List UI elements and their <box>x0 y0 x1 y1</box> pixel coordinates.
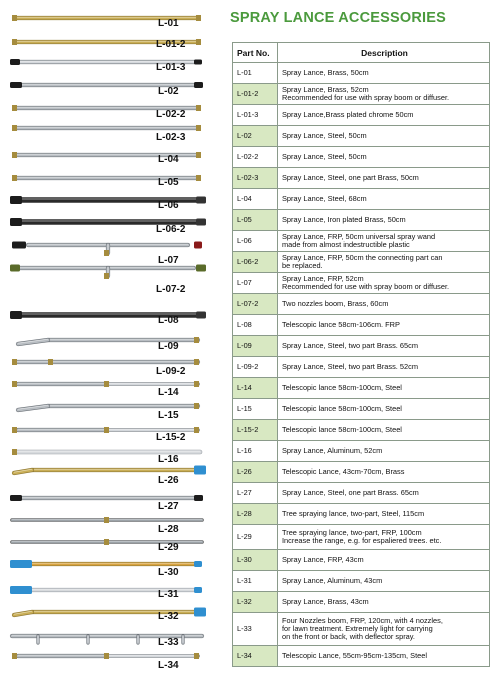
table-row <box>233 315 490 336</box>
description-cell: Telescopic lance 58cm-100cm, Steel <box>278 399 490 420</box>
table-row <box>233 613 490 646</box>
table-row <box>233 189 490 210</box>
table-row <box>233 571 490 592</box>
table-row <box>233 210 490 231</box>
table-header-row <box>233 43 490 63</box>
table-row <box>233 420 490 441</box>
description-cell: Spray Lance, Aluminum, 43cm <box>278 571 490 592</box>
lance-icon <box>8 237 208 257</box>
part-number-cell: L-05 <box>233 210 278 231</box>
description-cell: Spray Lance, Brass, 43cm <box>278 592 490 613</box>
product-code-label: L-34 <box>158 660 179 671</box>
product-code-label: L-09 <box>158 341 179 352</box>
product-code-label: L-09-2 <box>156 366 186 377</box>
product-code-label: L-05 <box>158 177 179 188</box>
table-row <box>233 294 490 315</box>
product-code-label: L-33 <box>158 637 179 648</box>
part-number-cell: L-02-3 <box>233 168 278 189</box>
lance-image <box>8 237 208 253</box>
product-code-label: L-01-2 <box>156 39 186 50</box>
part-number-cell: L-08 <box>233 315 278 336</box>
table-row <box>233 126 490 147</box>
product-code-label: L-07 <box>158 255 179 266</box>
part-number-cell: L-30 <box>233 550 278 571</box>
table-row <box>233 168 490 189</box>
part-number-cell: L-28 <box>233 504 278 525</box>
description-cell: Spray Lance, Steel, 50cm <box>278 126 490 147</box>
description-cell: Telescopic lance 58cm-100cm, Steel <box>278 420 490 441</box>
product-code-label: L-04 <box>158 154 179 165</box>
product-code-label: L-01 <box>158 18 179 29</box>
part-number-cell: L-16 <box>233 441 278 462</box>
table-row <box>233 252 490 273</box>
table-row <box>233 441 490 462</box>
part-number-cell: L-27 <box>233 483 278 504</box>
table-row <box>233 483 490 504</box>
table-row <box>233 504 490 525</box>
table-row <box>233 378 490 399</box>
part-number-cell: L-06 <box>233 231 278 252</box>
product-code-label: L-28 <box>158 524 179 535</box>
table-row <box>233 399 490 420</box>
product-code-label: L-27 <box>158 501 179 512</box>
part-number-cell: L-07-2 <box>233 294 278 315</box>
description-cell: Spray Lance, FRP, 52cm Recommended for use with spray boom or diffuser. <box>278 273 490 294</box>
product-code-label: L-16 <box>158 454 179 465</box>
table-row <box>233 357 490 378</box>
table-row <box>233 336 490 357</box>
description-cell: Spray Lance, Steel, one part Brass. 65cm <box>278 483 490 504</box>
description-cell: Spray Lance, Brass, 52cm Recommended for use with spray boom or diffuser. <box>278 84 490 105</box>
product-code-label: L-01-3 <box>156 62 186 73</box>
part-number-cell: L-34 <box>233 646 278 667</box>
table-row <box>233 84 490 105</box>
product-images-column <box>0 0 225 687</box>
description-cell: Spray Lance, Brass, 50cm <box>278 63 490 84</box>
lance-icon <box>8 260 208 280</box>
description-cell: Tree spraying lance, two-part, FRP, 100cm Increase the range, e.g. for espaliered trees. etc. <box>278 525 490 550</box>
description-cell: Spray Lance, FRP, 43cm <box>278 550 490 571</box>
part-number-cell: L-15 <box>233 399 278 420</box>
table-row <box>233 550 490 571</box>
part-number-cell: L-01-3 <box>233 105 278 126</box>
part-number-cell: L-31 <box>233 571 278 592</box>
description-cell: Two nozzles boom, Brass, 60cm <box>278 294 490 315</box>
description-cell: Spray Lance, Aluminum, 52cm <box>278 441 490 462</box>
table-row <box>233 231 490 252</box>
part-number-cell: L-15-2 <box>233 420 278 441</box>
part-number-cell: L-33 <box>233 613 278 646</box>
description-cell: Tree spraying lance, two-part, Steel, 115cm <box>278 504 490 525</box>
product-code-label: L-02 <box>158 86 179 97</box>
page-title: SPRAY LANCE ACCESSORIES <box>230 10 446 26</box>
part-number-cell: L-09-2 <box>233 357 278 378</box>
product-code-label: L-07-2 <box>156 284 186 295</box>
description-cell: Telescopic lance 58cm-100cm, Steel <box>278 378 490 399</box>
description-cell: Spray Lance, FRP, 50cm universal spray wand made from almost indestructible plastic <box>278 231 490 252</box>
part-number-cell: L-01 <box>233 63 278 84</box>
description-cell: Spray Lance, Steel, 50cm <box>278 147 490 168</box>
product-code-label: L-06 <box>158 200 179 211</box>
part-number-cell: L-14 <box>233 378 278 399</box>
description-cell: Spray Lance,Brass plated chrome 50cm <box>278 105 490 126</box>
description-cell: Telescopic Lance, 55cm-95cm-135cm, Steel <box>278 646 490 667</box>
table-row <box>233 273 490 294</box>
table-row <box>233 592 490 613</box>
description-cell: Spray Lance, Steel, two part Brass. 65cm <box>278 336 490 357</box>
product-code-label: L-29 <box>158 542 179 553</box>
part-number-cell: L-29 <box>233 525 278 550</box>
description-cell: Telescopic lance 58cm-106cm. FRP <box>278 315 490 336</box>
part-number-cell: L-04 <box>233 189 278 210</box>
product-code-label: L-31 <box>158 589 179 600</box>
product-code-label: L-02-3 <box>156 132 186 143</box>
description-cell: Spray Lance, Steel, two part Brass. 52cm <box>278 357 490 378</box>
description-cell: Telescopic Lance, 43cm-70cm, Brass <box>278 462 490 483</box>
product-code-label: L-26 <box>158 475 179 486</box>
table-row <box>233 105 490 126</box>
table-row <box>233 147 490 168</box>
lance-image <box>8 260 208 276</box>
description-cell: Spray Lance, Steel, 68cm <box>278 189 490 210</box>
part-number-cell: L-26 <box>233 462 278 483</box>
part-number-cell: L-07 <box>233 273 278 294</box>
part-number-cell: L-09 <box>233 336 278 357</box>
description-cell: Four Nozzles boom, FRP, 120cm, with 4 nozzles, for lawn treatment. Extremely light for carrying on the front or back, with deflector spray. <box>278 613 490 646</box>
description-cell: Spray Lance, Steel, one part Brass, 50cm <box>278 168 490 189</box>
product-code-label: L-08 <box>158 315 179 326</box>
table-row <box>233 462 490 483</box>
table-row <box>233 63 490 84</box>
table-row <box>233 525 490 550</box>
header-part-no: Part No. <box>233 43 278 63</box>
spec-table <box>232 42 490 667</box>
table-row <box>233 646 490 667</box>
product-code-label: L-14 <box>158 387 179 398</box>
description-cell: Spray Lance, FRP, 50cm the connecting part can be replaced. <box>278 252 490 273</box>
part-number-cell: L-32 <box>233 592 278 613</box>
product-code-label: L-30 <box>158 567 179 578</box>
description-cell: Spray Lance, Iron plated Brass, 50cm <box>278 210 490 231</box>
part-number-cell: L-06-2 <box>233 252 278 273</box>
product-code-label: L-15 <box>158 410 179 421</box>
header-description: Description <box>278 43 490 63</box>
product-code-label: L-15-2 <box>156 432 186 443</box>
product-code-label: L-06-2 <box>156 224 186 235</box>
product-code-label: L-02-2 <box>156 109 186 120</box>
part-number-cell: L-01-2 <box>233 84 278 105</box>
part-number-cell: L-02-2 <box>233 147 278 168</box>
part-number-cell: L-02 <box>233 126 278 147</box>
product-code-label: L-32 <box>158 611 179 622</box>
